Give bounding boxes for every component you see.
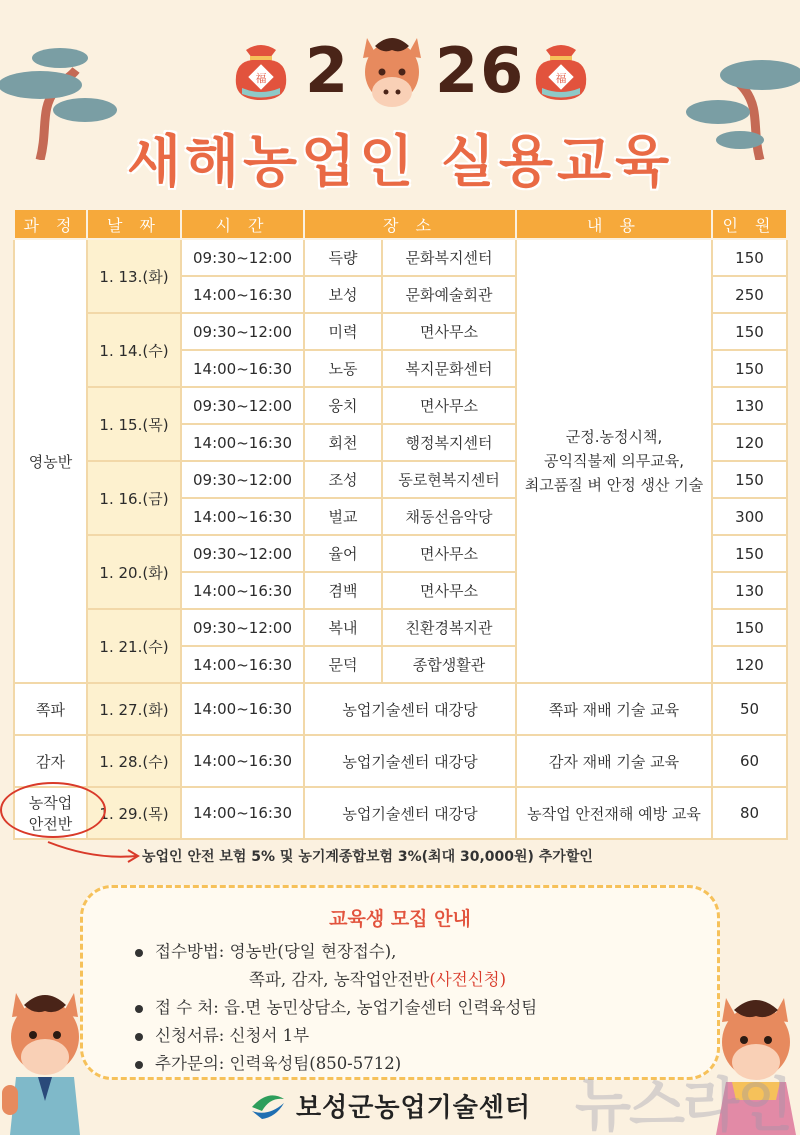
- method-line-2: 쪽파, 감자, 농작업안전반: [249, 970, 430, 989]
- area-cell: 웅치: [304, 387, 382, 424]
- content-line: 공익직불제 의무교육,: [544, 452, 684, 470]
- area-cell: 복내: [304, 609, 382, 646]
- area-cell: 노동: [304, 350, 382, 387]
- time-cell: 09:30~12:00: [181, 313, 304, 350]
- area-cell: 조성: [304, 461, 382, 498]
- place-cell: 문화예술회관: [382, 276, 516, 313]
- header-content: 내 용: [516, 209, 712, 239]
- header-date: 날 짜: [87, 209, 181, 239]
- place-cell: 농업기술센터 대강당: [304, 683, 516, 735]
- count-cell: 80: [712, 787, 787, 839]
- place-cell: 복지문화센터: [382, 350, 516, 387]
- time-cell: 14:00~16:30: [181, 498, 304, 535]
- arrow-icon: [44, 838, 144, 868]
- table-header-row: [14, 209, 787, 239]
- time-cell: 09:30~12:00: [181, 239, 304, 276]
- place-cell: 종합생활관: [382, 646, 516, 683]
- discount-note: 농업인 안전 보험 5% 및 농기계종합보험 3%(최대 30,000원) 추가할인: [142, 849, 593, 865]
- count-cell: 130: [712, 572, 787, 609]
- header-course: 과 정: [14, 209, 87, 239]
- place-cell: 동로현복지센터: [382, 461, 516, 498]
- watermark: 뉴스라인: [575, 1071, 792, 1135]
- count-cell: 150: [712, 239, 787, 276]
- count-cell: 130: [712, 387, 787, 424]
- table-row: [14, 683, 787, 735]
- time-cell: 14:00~16:30: [181, 276, 304, 313]
- pre-registration-note: (사전신청): [429, 970, 507, 989]
- header-count: 인 원: [712, 209, 787, 239]
- course-cell: 감자: [14, 735, 87, 787]
- count-cell: 120: [712, 646, 787, 683]
- course-line: 안전반: [28, 815, 73, 833]
- highlight-circle: [0, 782, 106, 838]
- time-cell: 14:00~16:30: [181, 572, 304, 609]
- organization-logo-icon: [248, 1087, 288, 1121]
- time-cell: 14:00~16:30: [181, 646, 304, 683]
- svg-text:福: 福: [555, 72, 567, 85]
- count-cell: 60: [712, 735, 787, 787]
- date-cell: 1. 27.(화): [87, 683, 181, 735]
- place-cell: 농업기술센터 대강당: [304, 787, 516, 839]
- content-cell: 감자 재배 기술 교육: [516, 735, 712, 787]
- place-cell: 면사무소: [382, 387, 516, 424]
- area-cell: 율어: [304, 535, 382, 572]
- date-cell: 1. 29.(목): [87, 787, 181, 839]
- lucky-pouch-icon: [530, 38, 592, 102]
- date-cell: 1. 13.(화): [87, 239, 181, 313]
- content-cell: 농작업 안전재해 예방 교육: [516, 787, 712, 839]
- list-item-continuation: [133, 966, 537, 994]
- count-cell: 50: [712, 683, 787, 735]
- table-row: [14, 735, 787, 787]
- method-line-1: 영농반(당일 현장접수),: [229, 942, 397, 961]
- course-line: 농작업: [28, 794, 73, 812]
- time-cell: 14:00~16:30: [181, 350, 304, 387]
- table-row: [14, 239, 787, 276]
- list-item: 추가문의: 인력육성팀(850-5712): [133, 1050, 537, 1078]
- date-cell: 1. 15.(목): [87, 387, 181, 461]
- list-item: 신청서류: 신청서 1부: [133, 1022, 537, 1050]
- time-cell: 14:00~16:30: [181, 424, 304, 461]
- time-cell: 09:30~12:00: [181, 609, 304, 646]
- area-cell: 보성: [304, 276, 382, 313]
- method-label: 접수방법:: [155, 942, 230, 961]
- content-line: 최고품질 벼 안정 생산 기술: [524, 476, 704, 494]
- info-list: [133, 938, 537, 1078]
- place-cell: 친환경복지관: [382, 609, 516, 646]
- time-cell: 14:00~16:30: [181, 683, 304, 735]
- date-cell: 1. 20.(화): [87, 535, 181, 609]
- recruitment-info-box: [80, 885, 720, 1080]
- schedule-table: [13, 208, 788, 840]
- list-item: 접 수 처: 읍.면 농민상담소, 농업기술센터 인력육성팀: [133, 994, 537, 1022]
- count-cell: 150: [712, 535, 787, 572]
- count-cell: 150: [712, 350, 787, 387]
- count-cell: 120: [712, 424, 787, 461]
- time-cell: 09:30~12:00: [181, 387, 304, 424]
- page-title: 새해농업인 실용교육: [126, 130, 674, 195]
- date-cell: 1. 28.(수): [87, 735, 181, 787]
- year-banner: [0, 28, 800, 108]
- count-cell: 300: [712, 498, 787, 535]
- count-cell: 150: [712, 313, 787, 350]
- area-cell: 득량: [304, 239, 382, 276]
- time-cell: 14:00~16:30: [181, 787, 304, 839]
- table-row: [14, 787, 787, 839]
- area-cell: 벌교: [304, 498, 382, 535]
- count-cell: 150: [712, 609, 787, 646]
- svg-text:福: 福: [255, 72, 267, 85]
- place-cell: 면사무소: [382, 313, 516, 350]
- count-cell: 250: [712, 276, 787, 313]
- area-cell: 회천: [304, 424, 382, 461]
- date-cell: 1. 21.(수): [87, 609, 181, 683]
- date-cell: 1. 16.(금): [87, 461, 181, 535]
- lucky-pouch-icon: [230, 38, 292, 102]
- place-cell: 문화복지센터: [382, 239, 516, 276]
- area-cell: 문덕: [304, 646, 382, 683]
- place-cell: 면사무소: [382, 572, 516, 609]
- date-cell: 1. 14.(수): [87, 313, 181, 387]
- course-cell: 쪽파: [14, 683, 87, 735]
- year-number: [305, 34, 525, 112]
- place-cell: 면사무소: [382, 535, 516, 572]
- header-time: 시 간: [181, 209, 304, 239]
- list-item: [133, 938, 537, 966]
- content-line: 군정.농정시책,: [565, 428, 663, 446]
- year-digit-left: 2: [305, 34, 351, 107]
- place-cell: 채동선음악당: [382, 498, 516, 535]
- time-cell: 14:00~16:30: [181, 735, 304, 787]
- area-cell: 겸백: [304, 572, 382, 609]
- place-cell: 행정복지센터: [382, 424, 516, 461]
- info-title: 교육생 모집 안내: [329, 908, 471, 930]
- course-cell: 영농반: [14, 239, 87, 683]
- header-place: 장 소: [304, 209, 516, 239]
- time-cell: 09:30~12:00: [181, 461, 304, 498]
- area-cell: 미력: [304, 313, 382, 350]
- organization-name: 보성군농업기술센터: [296, 1093, 532, 1123]
- place-cell: 농업기술센터 대강당: [304, 735, 516, 787]
- content-cell: 쪽파 재배 기술 교육: [516, 683, 712, 735]
- time-cell: 09:30~12:00: [181, 535, 304, 572]
- content-cell: [516, 239, 712, 683]
- horse-head-icon: [353, 28, 431, 114]
- year-digits-right: 26: [435, 34, 526, 107]
- count-cell: 150: [712, 461, 787, 498]
